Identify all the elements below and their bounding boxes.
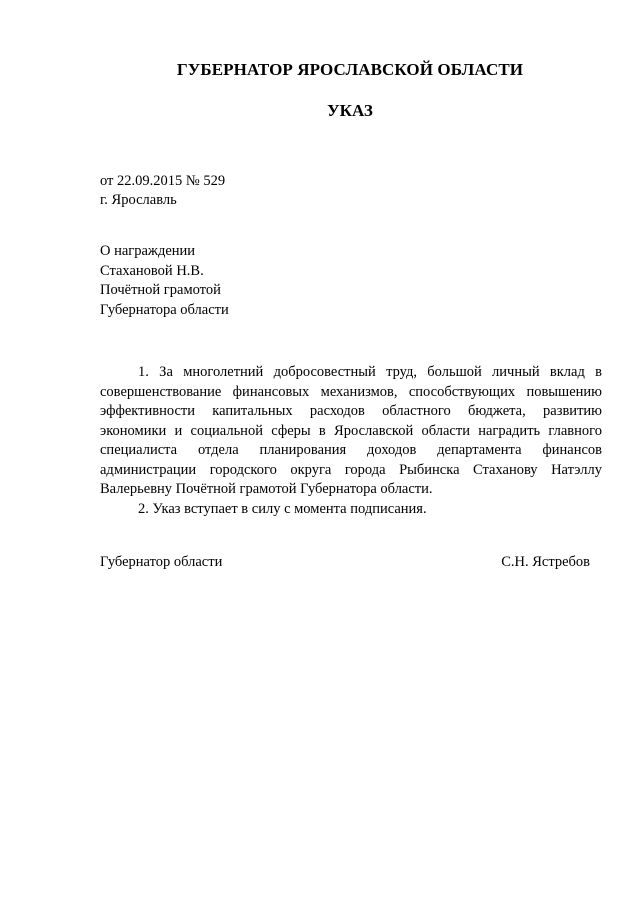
subject-line: Стахановой Н.В.: [100, 262, 204, 279]
subject-line: Губернатора области: [100, 301, 229, 318]
document-header-title: ГУБЕРНАТОР ЯРОСЛАВСКОЙ ОБЛАСТИ: [176, 60, 524, 79]
signatory-name: С.Н. Ястребов: [501, 554, 590, 570]
subject-line: О награждении: [100, 243, 196, 259]
document-meta: [100, 172, 225, 210]
city-line: г. Ярославль: [100, 192, 177, 208]
signature-block: [100, 554, 590, 571]
document-subject: [100, 242, 229, 320]
body-paragraph-1: 1. За многолетний добросовестный труд, большой личный вклад в совершенствование финансовых механизмов, способствующих повышению эффективности капитальных расходов областного бюджета, развитию экономики и социальной сферы в Ярославской области наградить главного специалиста отдела планирования доходов департамента финансов администрации городского округа города Рыбинска Стаханову Натэллу Валерьевну Почётной грамотой Губернатора области.: [100, 364, 602, 497]
document-type: УКАЗ: [327, 101, 373, 120]
signatory-position: Губернатор области: [100, 554, 223, 570]
subject-line: Почётной грамотой: [100, 282, 221, 298]
body-paragraph-2: 2. Указ вступает в силу с момента подписания.: [138, 500, 427, 517]
date-number-line: от 22.09.2015 № 529: [100, 173, 226, 189]
document-body: [100, 363, 602, 519]
